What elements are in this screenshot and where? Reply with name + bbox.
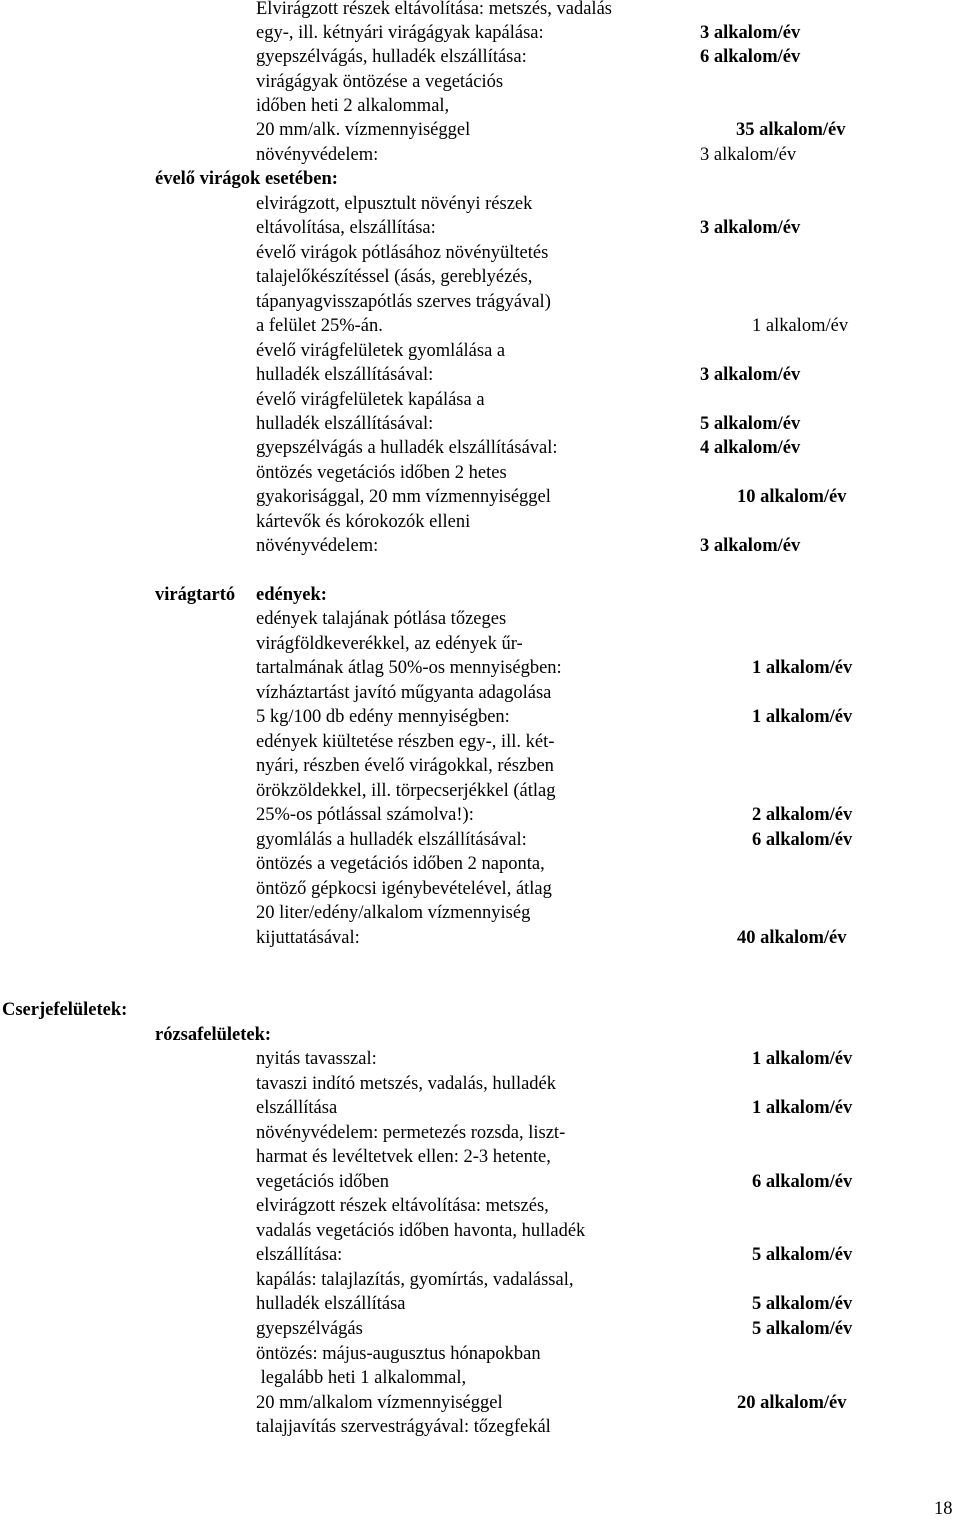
line-text: vegetációs időben (256, 1172, 390, 1192)
frequency-value: 3 alkalom/év (700, 365, 801, 385)
line-text: gyakorisággal, 20 mm vízmennyiséggel (256, 487, 551, 507)
line-text: elvirágzott, elpusztult növényi részek (256, 194, 533, 214)
line-text: tavaszi indító metszés, vadalás, hulladék (256, 1074, 557, 1094)
line-text: 5 kg/100 db edény mennyiségben: (256, 707, 510, 727)
frequency-value: 20 alkalom/év (737, 1393, 847, 1413)
line-text: vízháztartást javító műgyanta adagolása (256, 683, 552, 703)
line-text: Elvirágzott részek eltávolítása: metszés, vadalás (256, 0, 612, 19)
line-text: elvirágzott részek eltávolítása: metszés, (256, 1196, 549, 1216)
line-text: kártevők és kórokozók elleni (256, 512, 471, 532)
line-text: edények kiültetése részben egy-, ill. két- (256, 732, 555, 752)
page-number: 18 (934, 1499, 953, 1519)
line-text: legalább heti 1 alkalommal, (256, 1368, 467, 1388)
frequency-value: 3 alkalom/év (700, 23, 801, 43)
line-text: egy-, ill. kétnyári virágágyak kapálása: (256, 23, 544, 43)
line-text: növényvédelem: (256, 536, 379, 556)
frequency-value: 2 alkalom/év (752, 805, 853, 825)
frequency-value: 4 alkalom/év (700, 438, 801, 458)
line-text: gyepszélvágás (256, 1319, 363, 1339)
line-text: öntözés a vegetációs időben 2 naponta, (256, 854, 545, 874)
frequency-value: 5 alkalom/év (752, 1245, 853, 1265)
line-text: növényvédelem: (256, 145, 379, 165)
line-text: hulladék elszállításával: (256, 414, 434, 434)
frequency-value: 6 alkalom/év (752, 1172, 853, 1192)
frequency-value: 5 alkalom/év (700, 414, 801, 434)
line-text: évelő virágfelületek kapálása a (256, 390, 485, 410)
line-text: kapálás: talajlazítás, gyomírtás, vadalással, (256, 1270, 574, 1290)
line-text: öntözés vegetációs időben 2 hetes (256, 463, 507, 483)
line-text: eltávolítása, elszállítása: (256, 218, 436, 238)
line-text: vadalás vegetációs időben havonta, hulladék (256, 1221, 586, 1241)
frequency-value: 1 alkalom/év (752, 658, 853, 678)
frequency-value: 1 alkalom/év (752, 316, 849, 336)
frequency-value: 40 alkalom/év (737, 928, 847, 948)
line-text: tartalmának átlag 50%-os mennyiségben: (256, 658, 562, 678)
line-text: virágágyak öntözése a vegetációs (256, 72, 504, 92)
frequency-value: 6 alkalom/év (700, 47, 801, 67)
line-text: gyepszélvágás a hulladék elszállításával: (256, 438, 558, 458)
line-text: elszállítása: (256, 1245, 343, 1265)
line-text: 25%-os pótlással számolva!): (256, 805, 474, 825)
frequency-value: 5 alkalom/év (752, 1294, 853, 1314)
section-heading: Cserjefelületek: (2, 1000, 128, 1020)
line-text: nyári, részben évelő virágokkal, részben (256, 756, 554, 776)
frequency-value: 1 alkalom/év (752, 1098, 853, 1118)
line-text: talajelőkészítéssel (ásás, gereblyézés, (256, 267, 533, 287)
line-text: évelő virágfelületek gyomlálása a (256, 341, 506, 361)
frequency-value: 3 alkalom/év (700, 145, 797, 165)
frequency-value: 1 alkalom/év (752, 1049, 853, 1069)
line-text: gyepszélvágás, hulladék elszállítása: (256, 47, 527, 67)
line-text: hulladék elszállításával: (256, 365, 434, 385)
frequency-value: 35 alkalom/év (736, 120, 846, 140)
line-text: edények talajának pótlása tőzeges (256, 609, 507, 629)
line-text: 20 mm/alk. vízmennyiséggel (256, 120, 471, 140)
line-text: virágföldkeverékkel, az edények űr- (256, 634, 523, 654)
line-text: 20 mm/alkalom vízmennyiséggel (256, 1393, 503, 1413)
line-text: hulladék elszállítása (256, 1294, 406, 1314)
frequency-value: 6 alkalom/év (752, 830, 853, 850)
line-text: a felület 25%-án. (256, 316, 383, 336)
frequency-value: 1 alkalom/év (752, 707, 853, 727)
line-text: elszállítása (256, 1098, 338, 1118)
frequency-value: 10 alkalom/év (737, 487, 847, 507)
section-heading: rózsafelületek: (155, 1025, 272, 1045)
line-text: kijuttatásával: (256, 928, 360, 948)
line-text: évelő virágok pótlásához növényültetés (256, 243, 549, 263)
line-text: talajjavítás szervestrágyával: tőzegfekál (256, 1417, 551, 1437)
frequency-value: 5 alkalom/év (752, 1319, 853, 1339)
line-text: 20 liter/edény/alkalom vízmennyiség (256, 903, 531, 923)
line-text: örökzöldekkel, ill. törpecserjékkel (átlag (256, 781, 556, 801)
line-text: időben heti 2 alkalommal, (256, 96, 450, 116)
frequency-value: 3 alkalom/év (700, 218, 801, 238)
line-text: tápanyagvisszapótlás szerves trágyával) (256, 292, 551, 312)
line-text: növényvédelem: permetezés rozsda, liszt- (256, 1123, 566, 1143)
line-text: gyomlálás a hulladék elszállításával: (256, 830, 527, 850)
line-text: nyitás tavasszal: (256, 1049, 377, 1069)
line-text: harmat és levéltetvek ellen: 2-3 hetente, (256, 1147, 551, 1167)
section-heading: edények: (256, 585, 327, 605)
section-heading: virágtartó (155, 585, 236, 605)
line-text: öntöző gépkocsi igénybevételével, átlag (256, 879, 552, 899)
frequency-value: 3 alkalom/év (700, 536, 801, 556)
line-text: öntözés: május-augusztus hónapokban (256, 1344, 541, 1364)
section-heading: évelő virágok esetében: (155, 169, 338, 189)
